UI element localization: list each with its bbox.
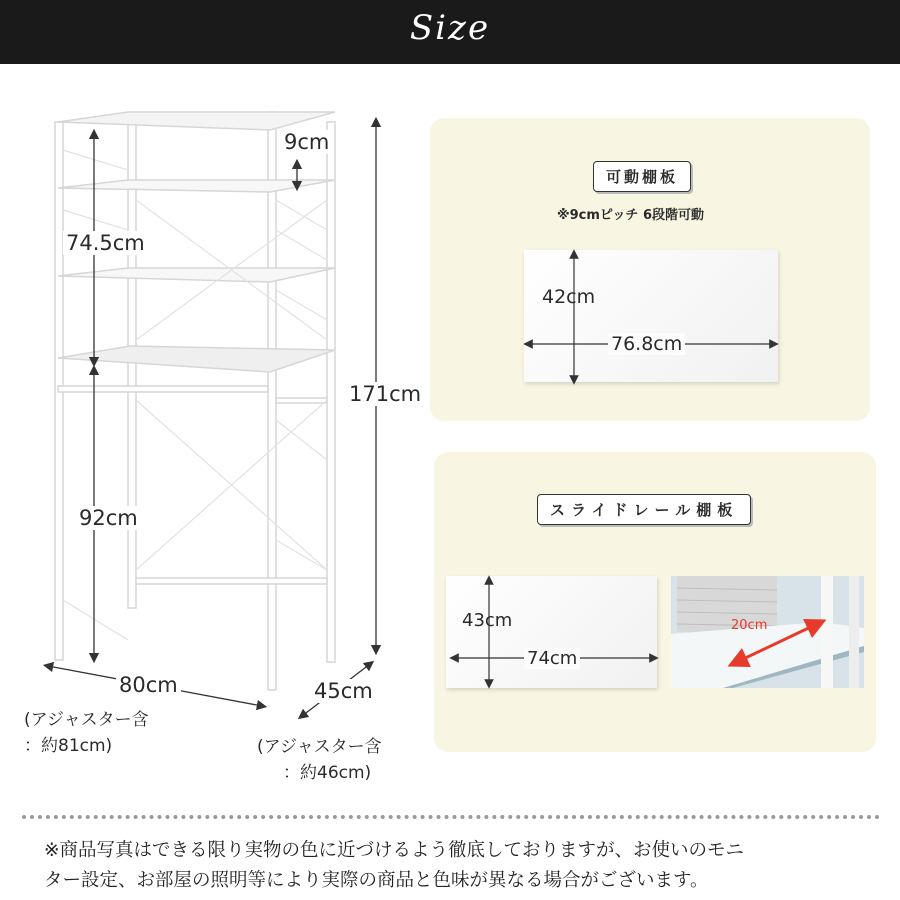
depth-label: 45cm [311, 679, 376, 703]
slide-shelf-label: スライドレール棚板 [537, 494, 751, 525]
rack-side-bar [276, 200, 327, 230]
adjustable-shelf-arrows [430, 118, 870, 421]
slide-shelf-photo [671, 576, 864, 688]
lower-height-label: 92cm [76, 506, 141, 530]
rack-side-bar [63, 150, 128, 170]
rack-rail-side [276, 398, 327, 403]
rack-shelf-slide [58, 346, 335, 372]
width-note: (アジャスター含 ：約81cm) [24, 710, 149, 756]
shelf-pitch-label: 9cm [281, 130, 332, 154]
rack-side-bar [63, 210, 128, 230]
upper-height-label: 74.5cm [63, 231, 148, 255]
footer-disclaimer: ※商品写真はできる限り実物の色に近づけるよう徹底しておりますが、お使いのモニ ター設定、お部屋の照明等により実際の商品と色味が異なる場合がございます。 [44, 840, 745, 891]
slide-shelf-width: 74cm [524, 648, 580, 669]
slide-shelf-panel [434, 452, 876, 752]
rack-side-bar [276, 540, 327, 570]
total-height-label: 171cm [346, 382, 424, 406]
depth-note: (アジャスター含 ：約46cm) [257, 737, 382, 783]
adjustable-shelf-note: ※9cmピッチ 6段階可動 [557, 208, 704, 223]
rack-post-front-right [268, 112, 276, 690]
slide-shelf-depth: 43cm [462, 610, 513, 631]
slide-distance-label: 20cm [731, 618, 768, 633]
dotted-divider [22, 815, 880, 819]
adjustable-shelf-panel [430, 118, 870, 421]
rack-side-bar [276, 230, 327, 260]
adjustable-shelf-label: 可動棚板 [593, 161, 691, 192]
rack-side-bar [63, 600, 128, 640]
rack-rail-front [58, 386, 268, 392]
rack-shelf-2 [58, 180, 335, 192]
rack-rail-bottom [136, 578, 327, 584]
rack-post-back-left [128, 122, 136, 608]
adjustable-shelf-width: 76.8cm [608, 333, 685, 355]
section-title: Size [409, 8, 491, 48]
rack-side-bar [276, 420, 327, 460]
adjustable-shelf-depth: 42cm [542, 286, 596, 308]
rack-shelf-top [58, 112, 335, 130]
rack-shelf-3 [58, 268, 335, 282]
rack-side-bar [276, 290, 327, 320]
rack-post-back-right [327, 122, 335, 662]
width-label: 80cm [116, 673, 181, 697]
